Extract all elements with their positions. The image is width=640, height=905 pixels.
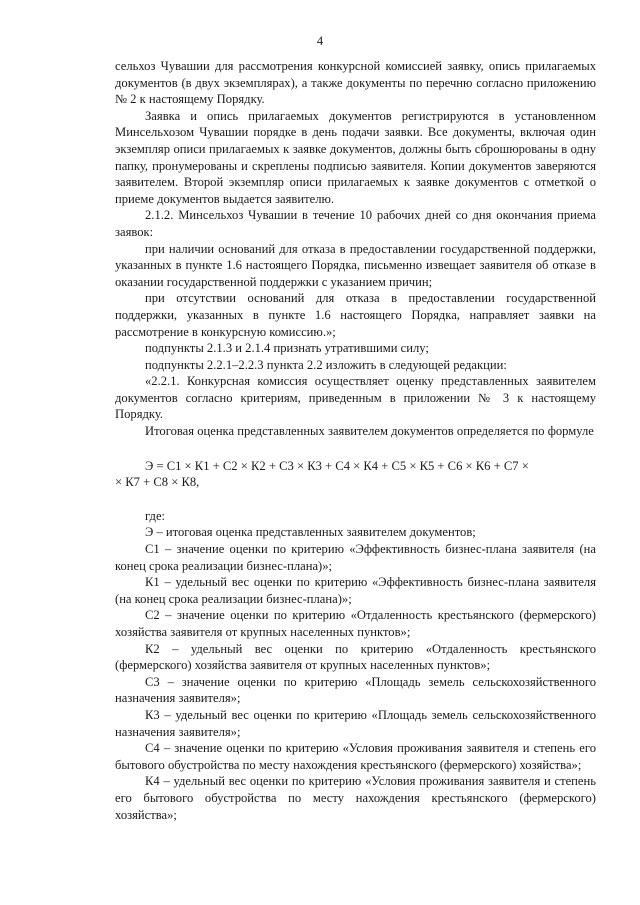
document-body	[115, 58, 596, 823]
definition-k3: К3 – удельный вес оценки по критерию «Площадь земель сельскохозяйственного назначения заявителя»;	[115, 707, 596, 739]
paragraph-final-score-intro: Итоговая оценка представленных заявителем документов определяется по формуле	[145, 424, 594, 439]
paragraph-where: где:	[145, 508, 166, 523]
paragraph-2-1-2: 2.1.2. Минсельхоз Чувашии в течение 10 рабочих дней со дня окончания приема заявок:	[115, 208, 596, 239]
paragraph-new-wording: подпункты 2.2.1–2.2.3 пункта 2.2 изложить в следующей редакции:	[145, 357, 507, 372]
paragraph-no-refusal-grounds: при отсутствии оснований для отказа в предоставлении государственной поддержки, указанных в пункте 1.6 настоящего Порядка, направляет заявки на рассмотрение в конкурсную комиссию.»;	[115, 291, 596, 339]
score-formula	[115, 458, 596, 491]
definition-k1: К1 – удельный вес оценки по критерию «Эффективность бизнес-плана заявителя (на конец срока реализации бизнес-плана)»;	[115, 575, 596, 606]
paragraph-refusal-grounds: при наличии оснований для отказа в предоставлении государственной поддержки, указанных в пункте 1.6 настоящего Порядка, письменно извещает заявителя об отказе в оказании государственной поддержки с указанием причин;	[115, 241, 596, 289]
paragraph-repeal-subclauses: подпункты 2.1.3 и 2.1.4 признать утратившими силу;	[145, 341, 429, 356]
paragraph-application-submission: сельхоз Чувашии для рассмотрения конкурсной комиссией заявку, опись прилагаемых документов (в двух экземплярах), а также документы по перечню согласно приложению № 2 к настоящему Порядку.	[115, 59, 596, 107]
paragraph-2-2-1: «2.2.1. Конкурсная комиссия осуществляет оценку представленных заявителем документов согласно критериям, приведенным в приложении № 3 к настоящему Порядку.	[115, 374, 596, 422]
definition-c3: С3 – значение оценки по критерию «Площадь земель сельскохозяйственного назначения заявителя»;	[115, 674, 596, 706]
paragraph-registration: Заявка и опись прилагаемых документов регистрируются в установленном Минсельхозом Чувашии порядке в день подачи заявки. Все документы, включая один экземпляр описи прилагаемых к заявке документов, должны быть сброшюрованы в одну папку, пронумерованы и скреплены подписью заявителя. Копии документов заверяются заявителем. Второй экземпляр описи прилагаемых к заявке документов с отметкой о приеме документов выдается заявителю.	[115, 108, 596, 206]
formula-line-1: Э = С1 × К1 + С2 × К2 + С3 × К3 + С4 × К4 + С5 × К5 + С6 × К6 + С7 ×	[145, 458, 529, 473]
page-number: 4	[316, 34, 324, 48]
formula-line-2: × К7 + С8 × К8,	[115, 475, 200, 490]
definition-k4: К4 – удельный вес оценки по критерию «Условия проживания заявителя и степень его бытового обустройства по месту нахождения крестьянского (фермерского) хозяйства»;	[115, 774, 596, 822]
definition-c2: С2 – значение оценки по критерию «Отдаленность крестьянского (фермерского) хозяйства заявителя от крупных населенных пунктов»;	[115, 608, 596, 639]
definition-k2: К2 – удельный вес оценки по критерию «Отдаленность крестьянского (фермерского) хозяйства заявителя от крупных населенных пунктов»;	[115, 641, 596, 673]
definition-e: Э – итоговая оценка представленных заявителем документов;	[145, 525, 476, 540]
definition-c4: С4 – значение оценки по критерию «Условия проживания заявителя и степень его бытового обустройства по месту нахождения крестьянского (фермерского) хозяйства»;	[115, 741, 596, 772]
definition-c1: С1 – значение оценки по критерию «Эффективность бизнес-плана заявителя (на конец срока реализации бизнес-плана)»;	[115, 542, 596, 573]
